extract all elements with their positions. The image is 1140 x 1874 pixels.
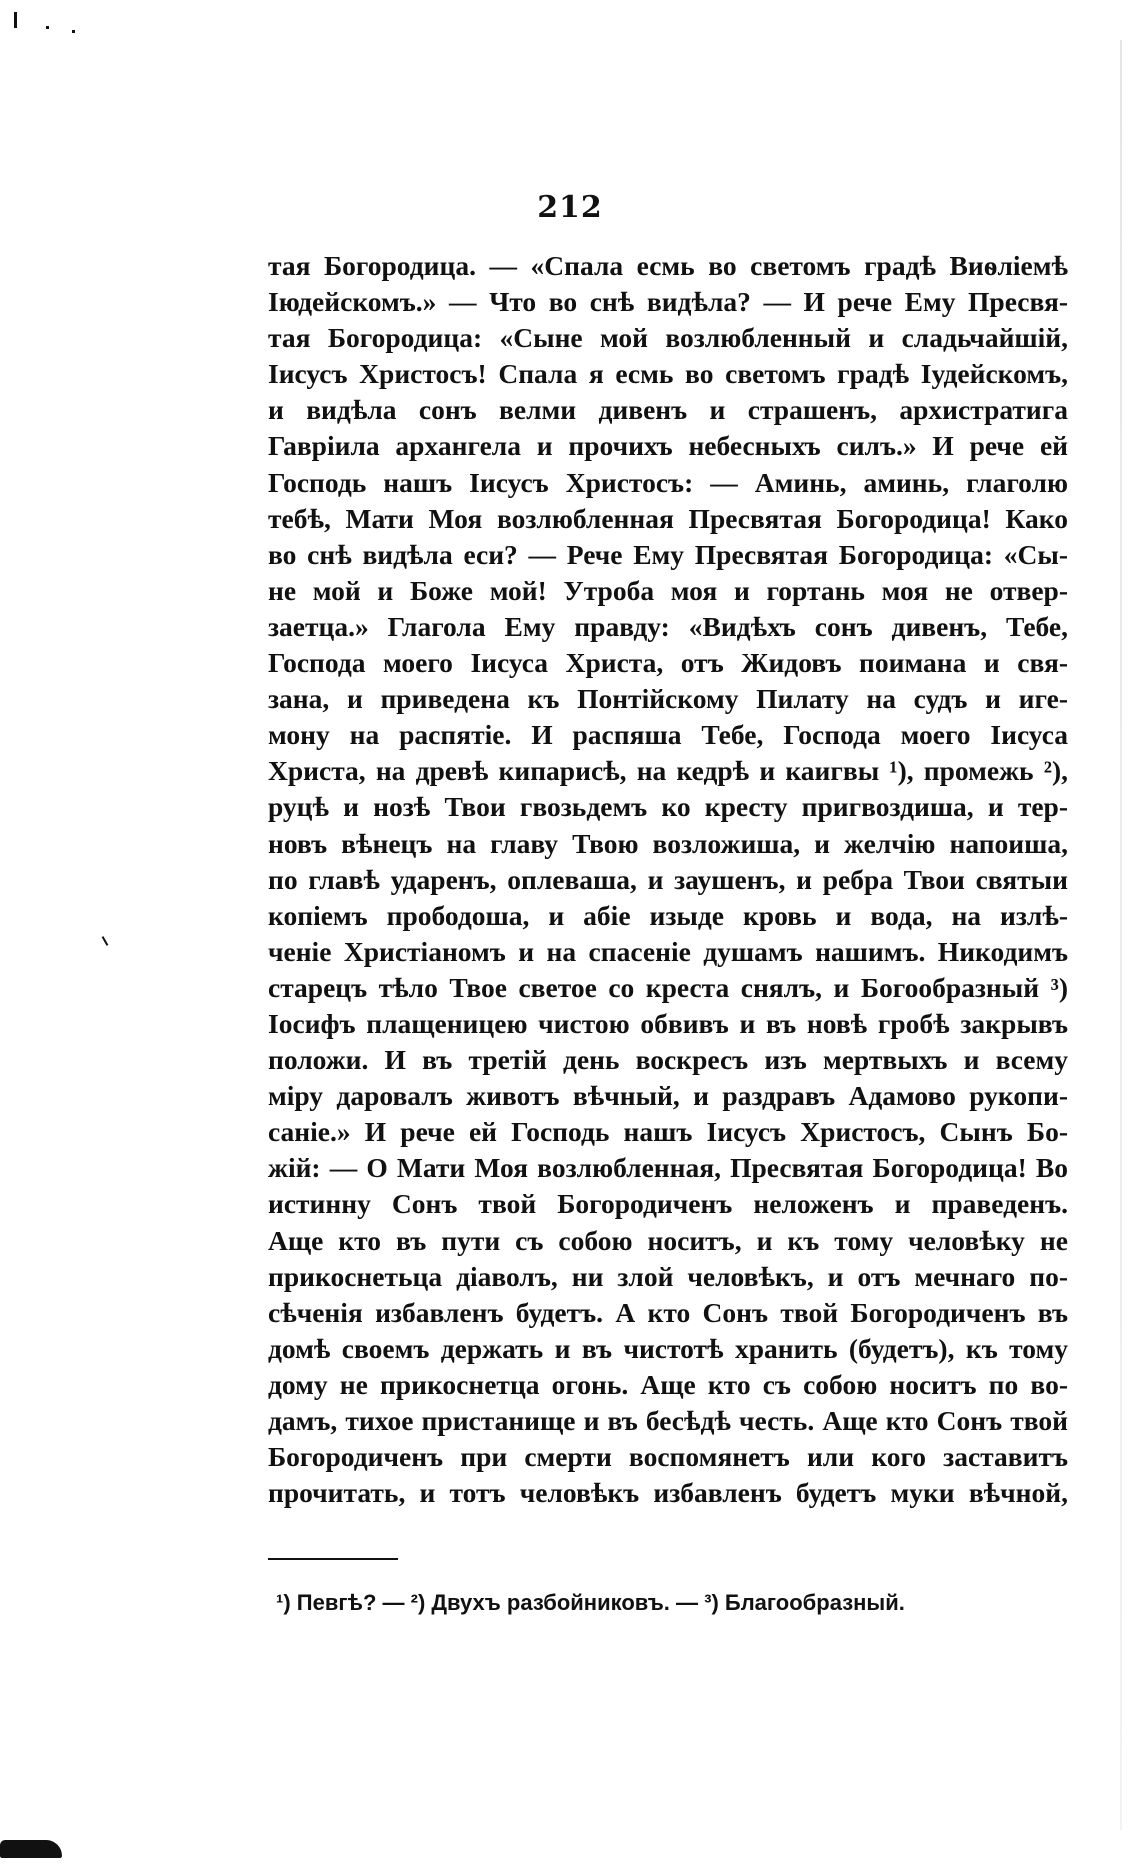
scan-artifact-mark (14, 12, 17, 28)
text-line: тая Богородица: «Сыне мой возлюбленный и сладьчайшій, (268, 322, 1068, 354)
text-line: не мой и Боже мой! Утроба моя и гортань моя не отвер- (268, 574, 1068, 606)
text-line: по главѣ ударенъ, оплеваша, и заушенъ, и ребра Твои святыи (268, 863, 1068, 895)
text-line: дамъ, тихое пристанище и въ бесѣдѣ честь. Аще кто Сонъ твой (268, 1405, 1068, 1436)
scan-artifact-dot (72, 30, 75, 33)
text-line: новъ вѣнецъ на главу Твою возложиша, и желчію напоиша, (268, 827, 1068, 859)
text-line: истинну Сонъ твой Богородиченъ неложенъ и праведенъ. (268, 1188, 1068, 1220)
page-number: 212 (537, 190, 603, 225)
text-line: ченіе Христіаномъ и на спасеніе душамъ нашимъ. Никодимъ (268, 935, 1068, 967)
text-line: зана, и приведена къ Понтійскому Пилату на судъ и иге- (268, 683, 1068, 715)
scan-page-edge (1120, 40, 1122, 1830)
text-line: Іосифъ плащеницею чистою обвивъ и въ новѣ гробѣ закрывъ (268, 1007, 1068, 1039)
text-line: тебѣ, Мати Моя возлюбленная Пресвятая Богородица! Како (268, 502, 1068, 534)
text-line: міру даровалъ животъ вѣчный, и раздравъ Адамово рукопи- (268, 1080, 1068, 1112)
text-line: Аще кто въ пути съ собою носитъ, и къ тому человѣку не (268, 1224, 1068, 1256)
text-line: и видѣла сонъ велми дивенъ и страшенъ, архистратига (268, 394, 1068, 426)
text-line: мону на распятіе. И распяша Тебе, Господа моего Іисуса (268, 719, 1068, 751)
text-line: прикоснетьца діаволъ, ни злой человѣкъ, и отъ мечнаго по- (268, 1260, 1068, 1292)
text-line: положи. И въ третій день воскресъ изъ мертвыхъ и всему (268, 1044, 1068, 1076)
text-line: во снѣ видѣла еси? — Рече Ему Пресвятая Богородица: «Сы- (268, 538, 1068, 570)
body-text (268, 248, 1068, 1511)
text-line: Господь нашъ Іисусъ Христосъ: — Аминь, аминь, глаголю (268, 466, 1068, 498)
scan-artifact-blot (0, 1840, 62, 1858)
text-line: домѣ своемъ держать и въ чистотѣ хранить (будетъ), къ тому (268, 1332, 1068, 1364)
text-line: руцѣ и нозѣ Твои гвозьдемъ ко кресту пригвоздиша, и тер- (268, 791, 1068, 823)
text-line: Іисусъ Христосъ! Спала я есмь во светомъ градѣ Іудейскомъ, (268, 358, 1068, 390)
text-line: копіемъ прободоша, и абіе изыде кровь и вода, на излѣ- (268, 899, 1068, 931)
text-line: старецъ тѣло Твое светое со креста снялъ, и Богообразный ³) (268, 971, 1068, 1003)
text-line: Христа, на древѣ кипарисѣ, на кедрѣ и каигвы ¹), промежь ²), (268, 755, 1068, 787)
text-line: Богородиченъ при смерти воспомянетъ или кого заставитъ (268, 1441, 1068, 1473)
text-line: Іюдейскомъ.» — Что во снѣ видѣла? — И рече Ему Пресвя- (268, 286, 1068, 318)
text-line: сѣченія избавленъ будетъ. А кто Сонъ твой Богородиченъ въ (268, 1296, 1068, 1328)
footnote-separator (268, 1558, 398, 1560)
text-line: заетца.» Глагола Ему правду: «Видѣхъ сонъ дивенъ, Тебе, (268, 610, 1068, 642)
text-line: Гавріила архангела и прочихъ небесныхъ силъ.» И рече ей (268, 430, 1068, 462)
scan-artifact-tick (102, 936, 109, 946)
text-line: дому не прикоснетца огонь. Аще кто съ собою носитъ по во- (268, 1368, 1068, 1400)
text-line: прочитать, и тотъ человѣкъ избавленъ будетъ муки вѣчной, (268, 1477, 1068, 1509)
text-line: саніе.» И рече ей Господь нашъ Іисусъ Христосъ, Сынъ Бо- (268, 1116, 1068, 1148)
footnotes: ¹) Певгѣ? — ²) Двухъ разбойниковъ. — ³) Благообразный. (276, 1590, 905, 1615)
text-line: Господа моего Іисуса Христа, отъ Жидовъ поимана и свя- (268, 647, 1068, 679)
text-line: тая Богородица. — «Спала есмь во светомъ градѣ Виѳліемѣ (268, 250, 1068, 281)
text-line: жій: — О Мати Моя возлюбленная, Пресвятая Богородица! Во (268, 1152, 1068, 1184)
scan-artifact-dot (46, 26, 49, 29)
